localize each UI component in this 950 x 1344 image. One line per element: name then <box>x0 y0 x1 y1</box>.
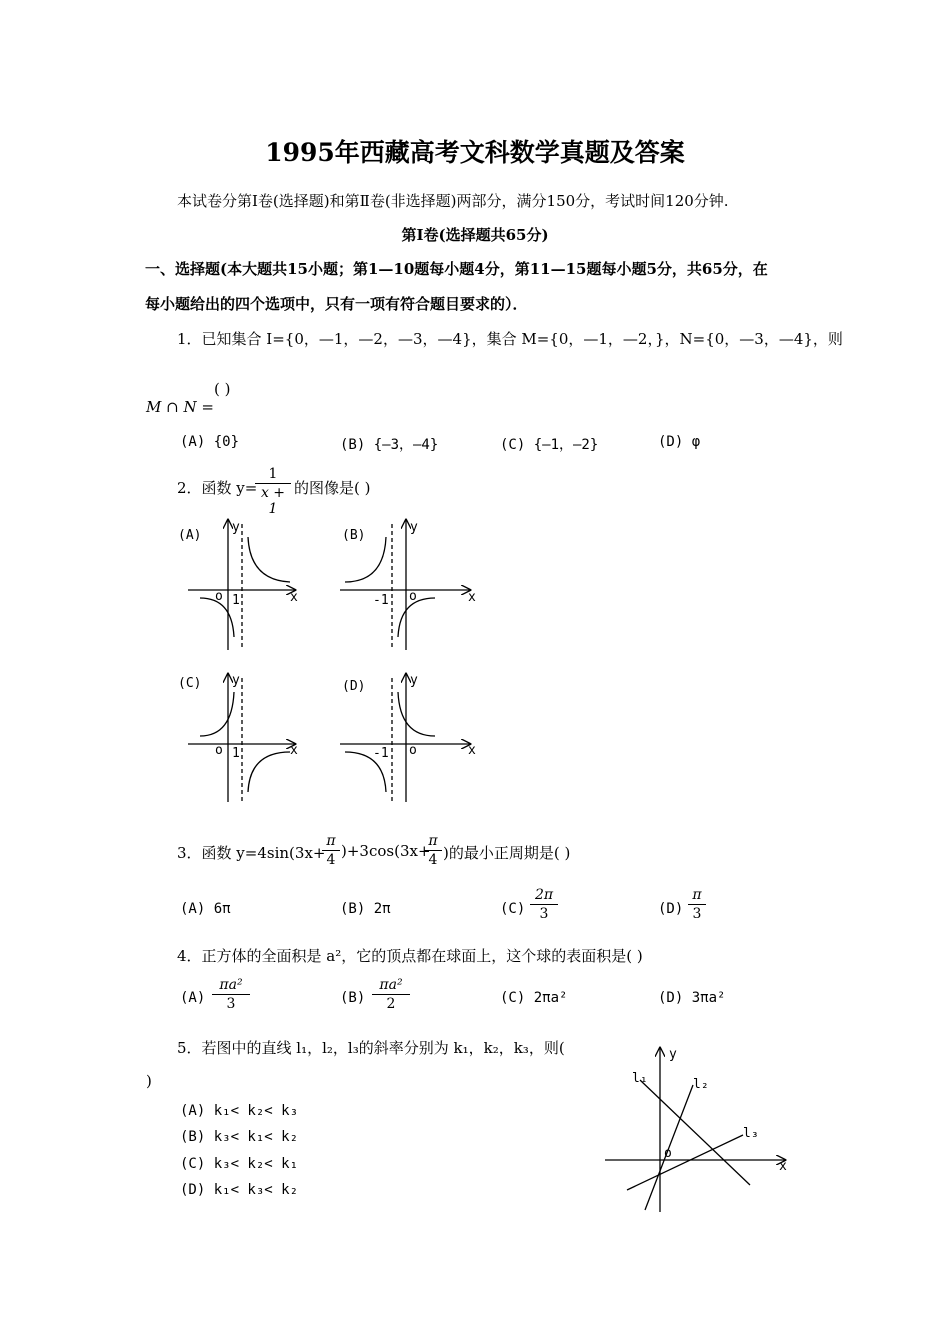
q3-option-d-numerator: π <box>692 887 702 903</box>
graph-d-label: (D) <box>342 679 366 694</box>
q2-fraction-denominator: x + 1 <box>260 485 286 517</box>
q3-fraction-1 <box>322 833 340 868</box>
q3-option-c-label: (C) <box>500 901 526 917</box>
q1-expression: M ∩ N = <box>146 398 214 416</box>
fraction-bar <box>688 904 706 905</box>
q3-fraction-1-denominator: 4 <box>326 852 336 868</box>
q1-option-a: (A) {0} <box>180 434 240 450</box>
fraction-bar <box>424 850 442 851</box>
graph-b-y-label: y <box>410 520 418 535</box>
label-l3: l₃ <box>743 1126 759 1141</box>
graph-b-tick: -1 <box>373 593 389 608</box>
graph-a-y-label: y <box>232 520 240 535</box>
q2-fraction <box>255 466 291 517</box>
q2-graphs <box>170 512 490 812</box>
fraction-bar <box>255 483 291 484</box>
line-l1 <box>640 1080 750 1185</box>
fraction-bar <box>372 994 410 995</box>
q3-option-d-denominator: 3 <box>692 906 702 922</box>
graph-d-x-label: x <box>468 743 476 758</box>
q5-option-d: (D) k₁< k₃< k₂ <box>180 1182 299 1198</box>
graph-a-label: (A) <box>178 528 202 543</box>
q4-option-d: (D) 3πa² <box>658 990 726 1006</box>
q4-option-c: (C) 2πa² <box>500 990 568 1006</box>
graph-b-x-label: x <box>468 590 476 605</box>
fraction-bar <box>322 850 340 851</box>
label-l2: l₂ <box>693 1077 709 1092</box>
q1-stem: 1．已知集合 I={0，—1，—2，—3，—4}，集合 M={0，—1，—2，}，N={0，—3，—4}，则 <box>177 330 843 348</box>
q3-option-d-label: (D) <box>658 901 684 917</box>
q2-prefix: 2．函数 y= <box>177 479 258 497</box>
fraction-bar <box>212 994 250 995</box>
q4-option-b-label: (B) <box>340 990 366 1006</box>
q4-option-a-denominator: 3 <box>226 996 236 1012</box>
graph-c-y-label: y <box>232 673 240 688</box>
q4-option-a-numerator: πa² <box>219 977 243 993</box>
q3-fraction-2-denominator: 4 <box>428 852 438 868</box>
q4-option-a-label: (A) <box>180 990 206 1006</box>
graph-c-x-label: x <box>290 743 298 758</box>
part1-heading: 第Ⅰ卷(选择题共65分) <box>401 226 549 244</box>
q1-paren: ( ) <box>214 380 231 398</box>
q3-option-c-fraction <box>530 887 558 922</box>
q3-fraction-2-numerator: π <box>428 833 438 849</box>
q3-suffix: )的最小正周期是( ) <box>443 844 571 862</box>
q1-option-d: (D) φ <box>658 434 701 450</box>
q2-fraction-numerator: 1 <box>268 466 278 482</box>
graph-b-label: (B) <box>342 528 366 543</box>
q3-option-c-denominator: 3 <box>539 906 549 922</box>
graph-c-label: (C) <box>178 676 202 691</box>
graph-c-tick: 1 <box>232 746 240 761</box>
q3-middle: )+3cos(3x+ <box>341 842 431 860</box>
q3-prefix: 3．函数 y=4sin(3x+ <box>177 844 326 862</box>
q4-option-b-numerator: πa² <box>379 977 403 993</box>
graph-d-y-label: y <box>410 673 418 688</box>
graph-a-origin: o <box>215 589 223 604</box>
page-title: 1995年西藏高考文科数学真题及答案 <box>265 138 685 167</box>
label-l1: l₁ <box>632 1071 648 1086</box>
q4-option-b-denominator: 2 <box>386 996 396 1012</box>
graph-b-origin: o <box>409 589 417 604</box>
graph-d-tick: -1 <box>373 746 389 761</box>
intro-text: 本试卷分第Ⅰ卷(选择题)和第Ⅱ卷(非选择题)两部分，满分150分，考试时间120分钟. <box>177 192 729 210</box>
q5-close-paren: ) <box>146 1072 152 1090</box>
q3-option-c-numerator: 2π <box>534 887 554 903</box>
graph-y-label: y <box>669 1047 677 1062</box>
q4-stem: 4．正方体的全面积是 a²，它的顶点都在球面上，这个球的表面积是( ) <box>177 947 643 965</box>
q4-option-a-fraction <box>212 977 250 1012</box>
q3-option-d-fraction <box>688 887 706 922</box>
graph-a-x-label: x <box>290 590 298 605</box>
q5-option-a: (A) k₁< k₂< k₃ <box>180 1103 299 1119</box>
graph-c-origin: o <box>215 743 223 758</box>
q3-option-b: (B) 2π <box>340 901 391 917</box>
q3-fraction-2 <box>424 833 442 868</box>
graph-d-origin: o <box>409 743 417 758</box>
q2-suffix: 的图像是( ) <box>294 479 371 497</box>
fraction-bar <box>530 904 558 905</box>
q4-option-b-fraction <box>372 977 410 1012</box>
q5-lines-graph <box>595 1040 800 1220</box>
q5-option-b: (B) k₃< k₁< k₂ <box>180 1129 299 1145</box>
q3-option-a: (A) 6π <box>180 901 231 917</box>
q1-option-b: (B) {—3，—4} <box>340 437 439 453</box>
q3-fraction-1-numerator: π <box>326 833 336 849</box>
q5-stem: 5．若图中的直线 l₁，l₂，l₃的斜率分别为 k₁，k₂，k₃，则( <box>177 1039 565 1057</box>
graph-origin: o <box>664 1146 672 1161</box>
graph-x-label: x <box>779 1159 787 1174</box>
section1-line1: 一、选择题(本大题共15小题；第1—10题每小题4分，第11—15题每小题5分，共65分，在 <box>145 260 768 278</box>
q1-option-c: (C) {—1，—2} <box>500 437 599 453</box>
q5-option-c: (C) k₃< k₂< k₁ <box>180 1156 299 1172</box>
graph-a-tick: 1 <box>232 593 240 608</box>
section1-line2: 每小题给出的四个选项中，只有一项有符合题目要求的）． <box>145 295 528 313</box>
